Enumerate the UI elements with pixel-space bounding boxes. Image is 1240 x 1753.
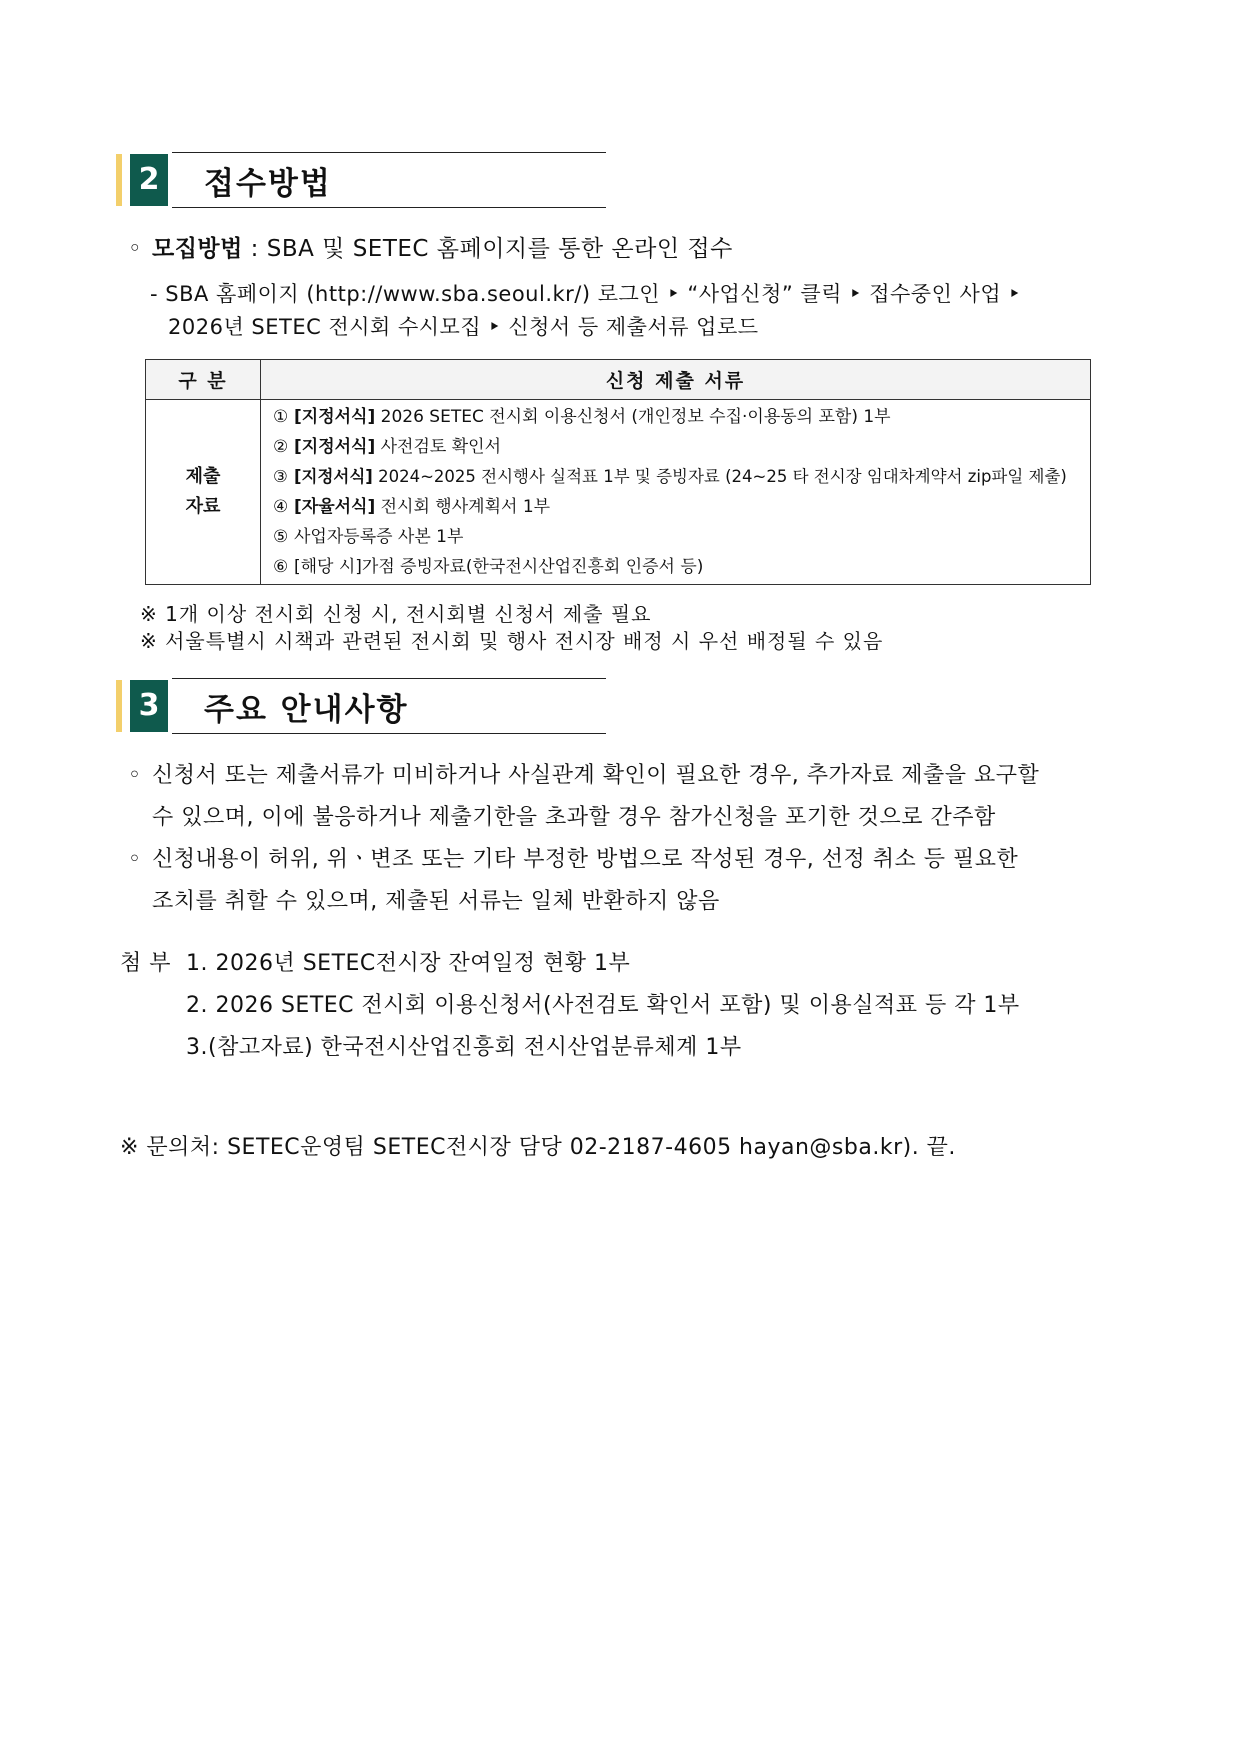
- heading-rule-bottom: [172, 733, 606, 734]
- item-text: 2024~2025 전시행사 실적표 1부 및 증빙자료 (24~25 타 전시장 임대차계약서 zip파일 제출): [372, 467, 1067, 486]
- item-number: ③: [273, 467, 288, 486]
- section-number: 3: [130, 680, 168, 732]
- contact-info: ※ 문의처: SETEC운영팀 SETEC전시장 담당 02-2187-4605 hayan@sba.kr). 끝.: [120, 1135, 956, 1160]
- category-cell: [146, 400, 261, 585]
- notice-2-line-2: 조치를 취할 수 있으며, 제출된 서류는 일체 반환하지 않음: [152, 889, 720, 914]
- item-number: ①: [273, 407, 289, 427]
- heading-accent-bar: [116, 154, 122, 206]
- section-2-heading: [116, 152, 606, 208]
- attachment-item: 2. 2026 SETEC 전시회 이용신청서(사전검토 확인서 포함) 및 이용실적표 등 각 1부: [186, 993, 1020, 1018]
- submission-documents-table: [145, 359, 1091, 585]
- notice-text: 신청내용이 허위, 위ㆍ변조 또는 기타 부정한 방법으로 작성된 경우, 선정 취소 등 필요한: [152, 847, 1019, 872]
- section-title: 주요 안내사항: [204, 692, 409, 728]
- item-tag: [지정서식]: [294, 407, 376, 427]
- document-item: [273, 402, 1080, 432]
- notice-text: 신청서 또는 제출서류가 미비하거나 사실관계 확인이 필요한 경우, 추가자료 제출을 요구할: [152, 763, 1040, 788]
- table-header-documents: 신청 제출 서류: [261, 360, 1091, 400]
- heading-rule-top: [172, 152, 606, 153]
- bullet: ◦: [128, 847, 142, 872]
- heading-rule-bottom: [172, 207, 606, 208]
- item-number: ④: [273, 497, 289, 517]
- item-number: ⑤: [273, 527, 289, 547]
- attachment-item: 1. 2026년 SETEC전시장 잔여일정 현황 1부: [186, 951, 631, 976]
- item-text: 사업자등록증 사본 1부: [294, 527, 464, 547]
- steps-line-2: 2026년 SETEC 전시회 수시모집 ‣ 신청서 등 제출서류 업로드: [168, 315, 759, 339]
- documents-cell: [261, 400, 1091, 585]
- heading-accent-bar: [116, 680, 122, 732]
- document-item: [273, 552, 1080, 582]
- table-row: [146, 400, 1091, 585]
- document-item: [273, 432, 1080, 462]
- method-label: 모집방법: [152, 236, 243, 262]
- attachments-label: 첨 부: [120, 951, 171, 976]
- item-text: [해당 시]가점 증빙자료(한국전시산업진흥회 인증서 등): [294, 557, 704, 577]
- recruitment-method: [128, 230, 733, 263]
- heading-rule-top: [172, 678, 606, 679]
- method-text: : SBA 및 SETEC 홈페이지를 통한 온라인 접수: [242, 236, 733, 262]
- attachment-item: 3.(참고자료) 한국전시산업진흥회 전시산업분류체계 1부: [186, 1035, 742, 1060]
- document-item: [273, 462, 1080, 492]
- item-tag: [지정서식]: [294, 467, 373, 486]
- item-tag: [자율서식]: [294, 497, 376, 517]
- section-number: 2: [130, 154, 168, 206]
- bullet: ◦: [128, 236, 143, 262]
- table-header-row: [146, 360, 1091, 400]
- steps-line-1: - SBA 홈페이지 (http://www.sba.seoul.kr/) 로그인 ‣ “사업신청” 클릭 ‣ 접수중인 사업 ‣: [150, 282, 1022, 306]
- note-2: ※ 서울특별시 시책과 관련된 전시회 및 행사 전시장 배정 시 우선 배정될 수 있음: [140, 629, 884, 653]
- item-text: 2026 SETEC 전시회 이용신청서 (개인정보 수집·이용동의 포함) 1부: [375, 407, 891, 427]
- notice-1-line-1: [128, 758, 1039, 789]
- document-item: [273, 522, 1080, 552]
- item-tag: [지정서식]: [294, 437, 376, 457]
- category-label-line-1: 제출: [185, 466, 221, 487]
- notice-2-line-1: [128, 842, 1018, 873]
- section-3-heading: [116, 678, 606, 734]
- notice-1-line-2: 수 있으며, 이에 불응하거나 제출기한을 초과할 경우 참가신청을 포기한 것으로 간주함: [152, 805, 996, 830]
- item-text: 사전검토 확인서: [375, 437, 501, 457]
- document-item: [273, 492, 1080, 522]
- item-number: ⑥: [273, 557, 289, 577]
- note-1: ※ 1개 이상 전시회 신청 시, 전시회별 신청서 제출 필요: [140, 602, 652, 626]
- category-label-line-2: 자료: [185, 496, 221, 517]
- item-text: 전시회 행사계획서 1부: [375, 497, 551, 517]
- table-header-category: 구 분: [146, 360, 261, 400]
- item-number: ②: [273, 437, 289, 457]
- bullet: ◦: [128, 763, 142, 788]
- section-title: 접수방법: [204, 166, 332, 202]
